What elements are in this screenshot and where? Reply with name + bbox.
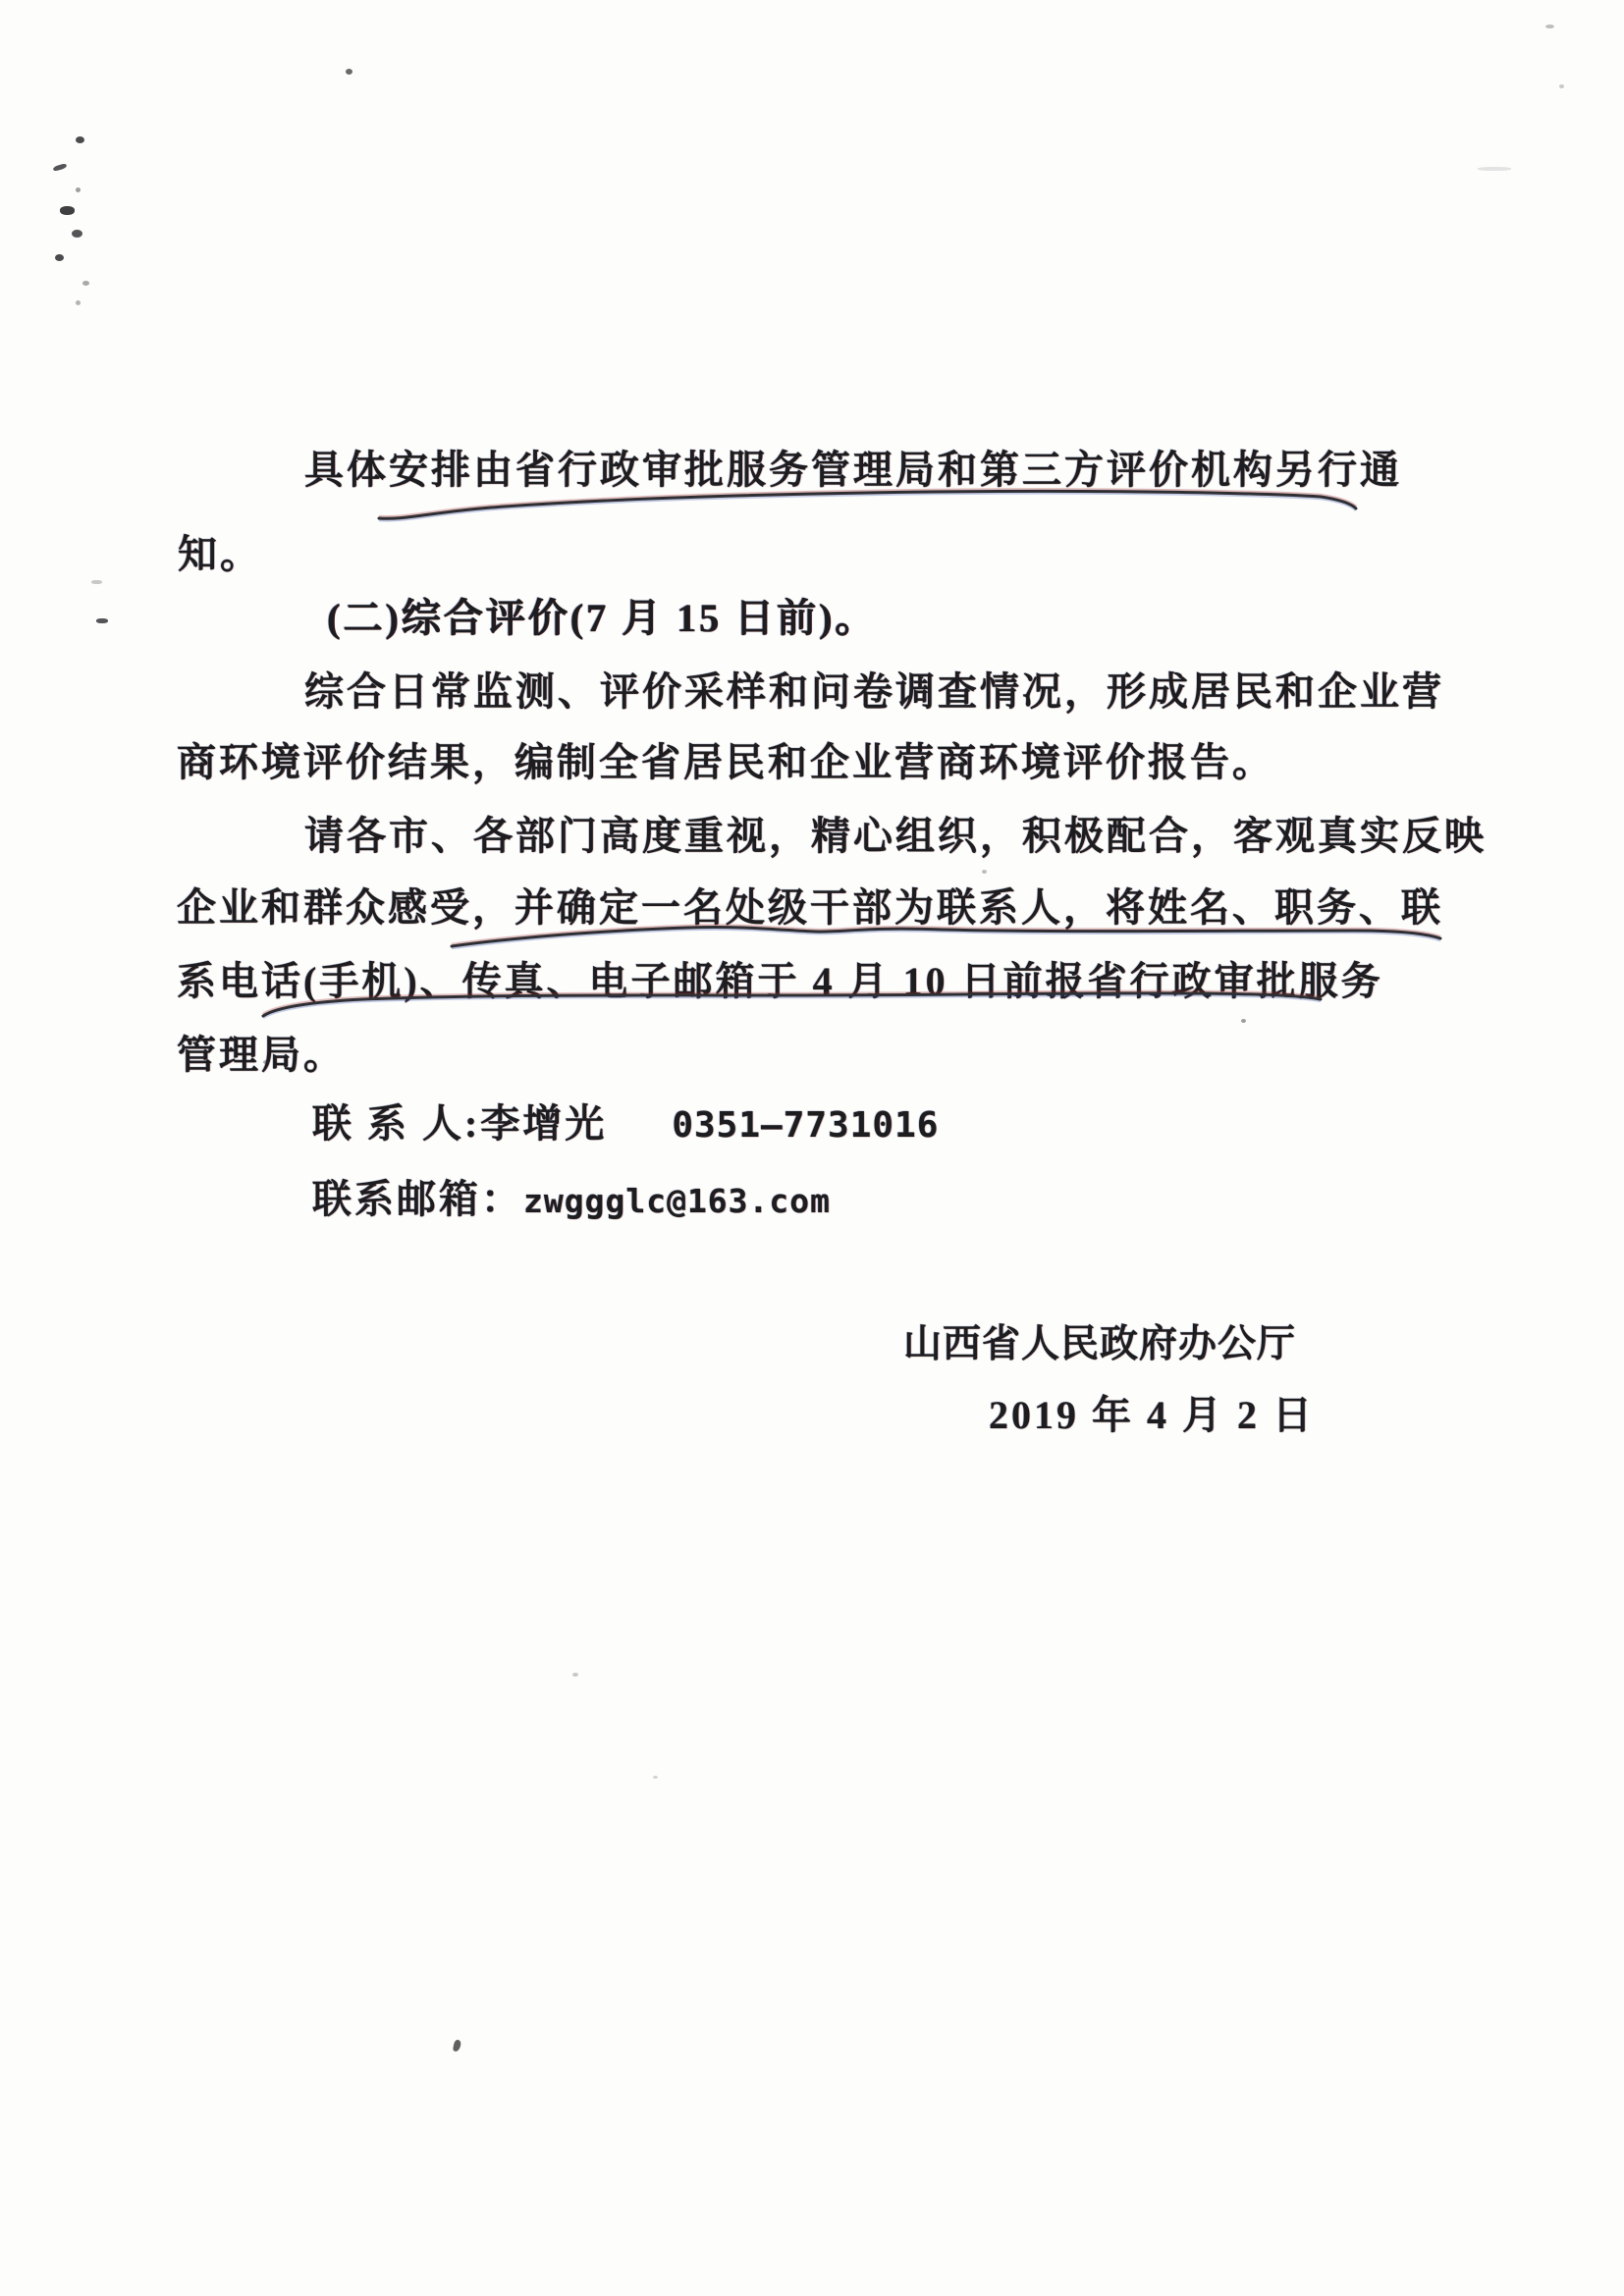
ink-speck bbox=[453, 2039, 461, 2052]
ink-speck bbox=[72, 230, 82, 238]
contact-person-line bbox=[312, 1093, 939, 1148]
ink-speck bbox=[60, 206, 75, 215]
text-line-bureau: 管理局。 bbox=[177, 1033, 346, 1077]
text-line-arrangement: 具体安排由省行政审批服务管理局和第三方评价机构另行通 bbox=[304, 448, 1402, 492]
text-line-monitoring: 综合日常监测、评价采样和问卷调查情况，形成居民和企业营 bbox=[304, 669, 1444, 714]
scan-smudge bbox=[1478, 167, 1511, 171]
text-line-liaison: 企业和群众感受，并确定一名处级干部为联系人，将姓名、职务、联 bbox=[177, 885, 1443, 930]
contact-email-label: 联系邮箱： bbox=[312, 1177, 523, 1221]
underline-stroke-fringe bbox=[379, 493, 1356, 520]
text-line-zhi: 知。 bbox=[178, 532, 262, 576]
ink-speck bbox=[55, 254, 64, 261]
contact-person-name: 李增光 bbox=[480, 1101, 608, 1146]
section-heading-comprehensive-evaluation: (二)综合评价(7 月 15 日前)。 bbox=[327, 596, 878, 640]
ink-speck bbox=[76, 136, 84, 143]
contact-email-line bbox=[312, 1168, 831, 1224]
contact-person-label: 联 系 人: bbox=[312, 1101, 481, 1146]
ink-speck bbox=[91, 580, 102, 584]
ink-speck bbox=[76, 187, 81, 192]
ink-speck bbox=[53, 163, 68, 172]
contact-phone: 0351—7731016 bbox=[672, 1105, 940, 1146]
contact-email: zwggglc@163.com bbox=[523, 1182, 832, 1220]
underline-stroke bbox=[379, 491, 1356, 518]
ink-speck bbox=[96, 618, 108, 623]
ink-speck bbox=[1241, 1019, 1246, 1023]
ink-speck bbox=[1545, 25, 1554, 28]
ink-speck bbox=[1559, 84, 1564, 88]
ink-speck bbox=[346, 69, 352, 75]
signature-org: 山西省人民政府办公厅 bbox=[903, 1323, 1297, 1365]
text-line-report: 商环境评价结果，编制全省居民和企业营商环境评价报告。 bbox=[177, 740, 1274, 784]
ink-speck bbox=[653, 1776, 658, 1779]
text-line-request: 请各市、各部门高度重视，精心组织，积极配合，客观真实反映 bbox=[304, 814, 1487, 858]
ink-speck bbox=[82, 281, 89, 286]
signature-date: 2019 年 4 月 2 日 bbox=[989, 1393, 1315, 1437]
ink-speck bbox=[982, 870, 987, 874]
ink-speck bbox=[572, 1673, 578, 1677]
text-line-contact-info: 系电话(手机)、传真、电子邮箱于 4 月 10 日前报省行政审批服务 bbox=[177, 959, 1383, 1003]
ink-speck bbox=[263, 1060, 269, 1064]
ink-speck bbox=[76, 300, 81, 305]
